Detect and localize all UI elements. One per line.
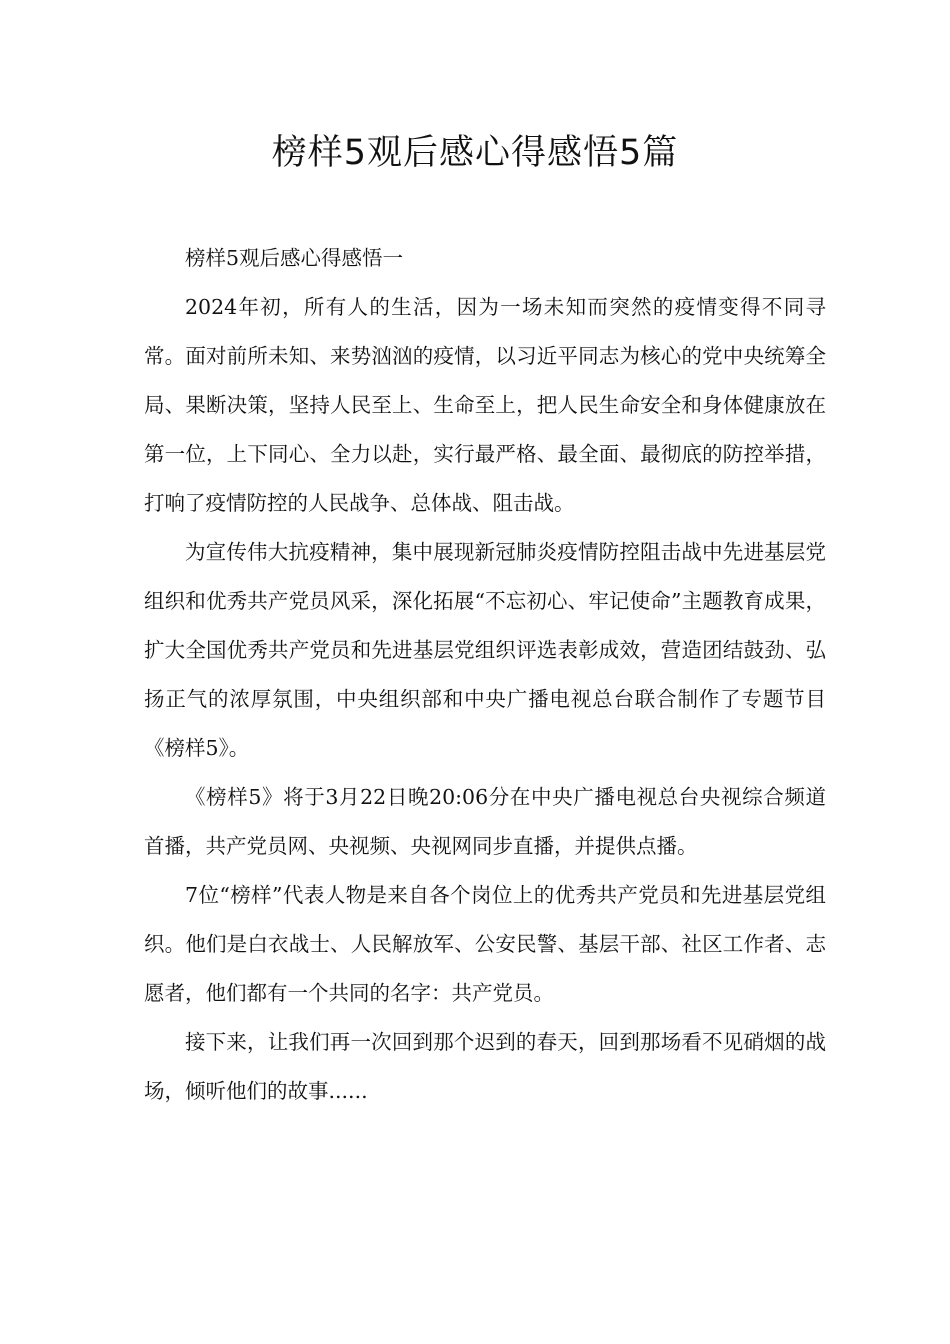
document-body xyxy=(144,234,826,1116)
paragraph-2: 为宣传伟大抗疫精神，集中展现新冠肺炎疫情防控阻击战中先进基层党组织和优秀共产党员风采，深化拓展“不忘初心、牢记使命”主题教育成果，扩大全国优秀共产党员和先进基层党组织评选表彰成效，营造团结鼓劲、弘扬正气的浓厚氛围，中央组织部和中央广播电视总台联合制作了专题节目《榜样5》。 xyxy=(144,540,826,760)
section-heading: 榜样5观后感心得感悟一 xyxy=(185,246,404,270)
paragraph-4: 7位“榜样”代表人物是来自各个岗位上的优秀共产党员和先进基层党组织。他们是白衣战士、人民解放军、公安民警、基层干部、社区工作者、志愿者，他们都有一个共同的名字：共产党员。 xyxy=(144,883,826,1005)
paragraph-5: 接下来，让我们再一次回到那个迟到的春天，回到那场看不见硝烟的战场，倾听他们的故事...... xyxy=(144,1030,826,1103)
document-title: 榜样5观后感心得感悟5篇 xyxy=(271,133,679,173)
paragraph-1: 2024年初，所有人的生活，因为一场未知而突然的疫情变得不同寻常。面对前所未知、来势汹汹的疫情，以习近平同志为核心的党中央统筹全局、果断决策，坚持人民至上、生命至上，把人民生命安全和身体健康放在第一位，上下同心、全力以赴，实行最严格、最全面、最彻底的防控举措，打响了疫情防控的人民战争、总体战、阻击战。 xyxy=(144,295,826,515)
paragraph-3: 《榜样5》将于3月22日晚20:06分在中央广播电视总台央视综合频道首播，共产党员网、央视频、央视网同步直播，并提供点播。 xyxy=(144,785,826,858)
